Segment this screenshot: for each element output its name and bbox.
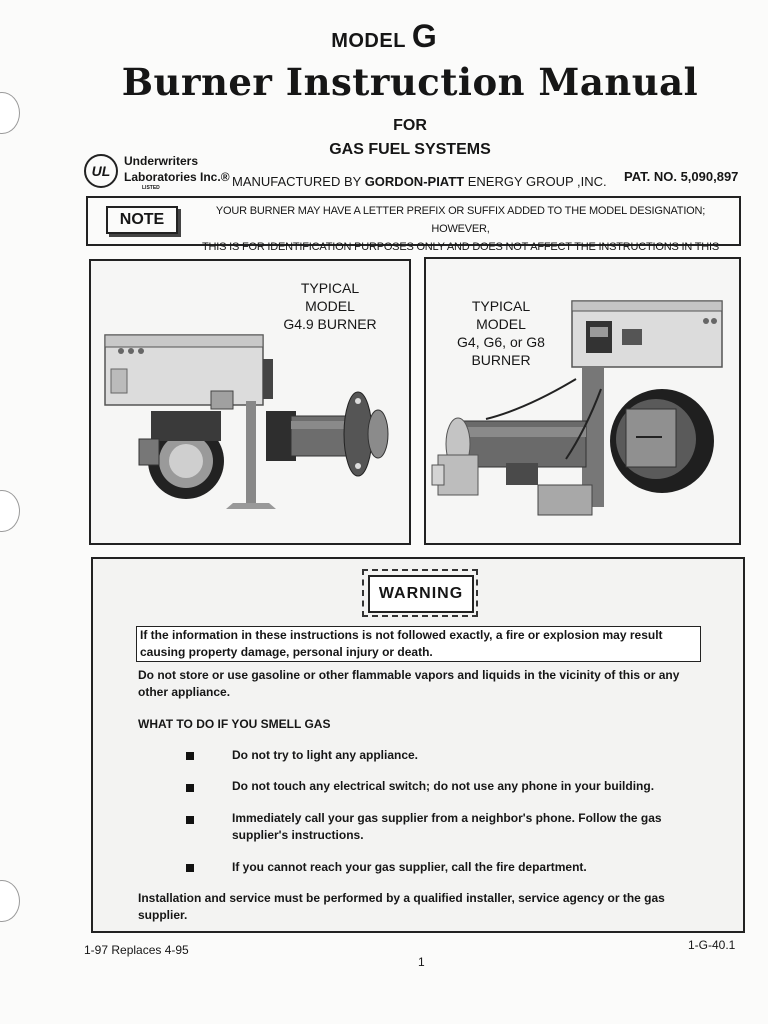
- note-box: [86, 196, 741, 253]
- document-number: 1-G-40.1: [688, 938, 736, 952]
- patent-number: PAT. NO. 5,090,897: [624, 169, 739, 184]
- right-photo-caption: [436, 297, 566, 369]
- left-caption-line2: MODEL: [305, 298, 355, 314]
- subtitle: GAS FUEL SYSTEMS: [329, 141, 491, 158]
- installation-note: Installation and service must be performed by a qualified installer, service agency or the gas supplier.: [138, 891, 665, 922]
- punch-hole-middle: [0, 490, 20, 532]
- bullet-square: [186, 784, 194, 792]
- bullet-square: [186, 752, 194, 760]
- bullet-text-3: Immediately call your gas supplier from a neighbor's phone. Follow the gas supplier's instructions.: [232, 811, 662, 842]
- manufacturer-line: [232, 174, 607, 189]
- left-caption-line3: G4.9 BURNER: [283, 316, 377, 332]
- revision-note: 1-97 Replaces 4-95: [84, 943, 189, 957]
- note-line1: YOUR BURNER MAY HAVE A LETTER PREFIX OR SUFFIX ADDED TO THE MODEL DESIGNATION; HOWEVER,: [215, 205, 706, 235]
- manufactured-prefix: MANUFACTURED BY: [232, 174, 362, 189]
- model-letter: G: [411, 18, 437, 54]
- bullet-text-1: Do not try to light any appliance.: [232, 748, 419, 762]
- bullet-text-4: If you cannot reach your gas supplier, call the fire department.: [232, 860, 587, 874]
- ul-listed: LISTED: [142, 185, 160, 191]
- page-title: Burner Instruction Manual: [121, 60, 699, 104]
- ul-logo: UL: [84, 154, 118, 188]
- bullet-text-2: Do not touch any electrical switch; do not use any phone in your building.: [232, 779, 655, 793]
- right-caption-line1: TYPICAL: [471, 298, 531, 314]
- model-designation: [0, 18, 768, 55]
- bullet-square: [186, 864, 194, 872]
- bullet-square: [186, 816, 194, 824]
- manufacturer-name: GORDON-PIATT: [364, 174, 465, 189]
- note-line2: THIS IS FOR IDENTIFICATION PURPOSES ONLY AND DOES NOT AFFECT THE INSTRUCTIONS IN THIS: [202, 241, 719, 253]
- warning-lead: If the information in these instructions is not followed exactly, a fire or explosion may result causing property damage, personal injury or death.: [136, 626, 701, 662]
- right-caption-line2: MODEL: [476, 316, 526, 332]
- manufacturer-suffix: ENERGY GROUP ,INC.: [467, 174, 607, 189]
- note-label: NOTE: [106, 206, 178, 234]
- left-caption-line1: TYPICAL: [300, 280, 360, 296]
- photo-g49-burner: [89, 259, 411, 545]
- page-number: 1: [418, 955, 425, 969]
- right-caption-line4: BURNER: [471, 352, 531, 368]
- for-label: FOR: [393, 117, 427, 134]
- photo-g4-g6-g8-burner: [424, 257, 741, 545]
- model-word: MODEL: [331, 30, 406, 52]
- ul-line2: Laboratories Inc.®: [124, 170, 230, 184]
- right-caption-line3: G4, G6, or G8: [457, 334, 545, 350]
- ul-line1: Underwriters: [124, 154, 199, 168]
- ul-name: [124, 153, 230, 185]
- punch-hole-bottom: [0, 880, 20, 922]
- warning-storage: Do not store or use gasoline or other flammable vapors and liquids in the vicinity of this or any other appliance.: [138, 668, 680, 699]
- smell-gas-heading: WHAT TO DO IF YOU SMELL GAS: [138, 717, 331, 731]
- warning-badge: WARNING: [368, 575, 474, 613]
- left-photo-caption: [265, 279, 395, 333]
